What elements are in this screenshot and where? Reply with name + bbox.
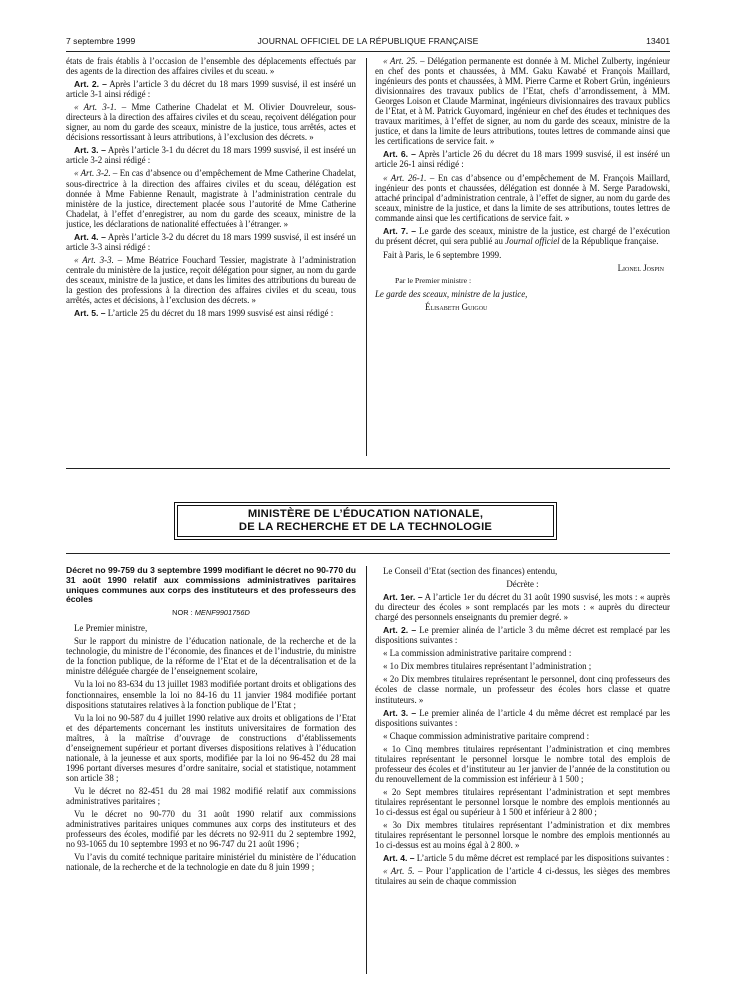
- article-2: Art. 2. – Après l’article 3 du décret du 18 mars 1999 susvisé, il est inséré un article 3-1 ainsi rédigé :: [66, 79, 356, 100]
- signer-minister: Élisabeth Guigou: [425, 302, 488, 313]
- list-line-3: « 2o Dix membres titulaires représentant le personnel, dont cinq professeurs des écoles de classe normale, un professeur des écoles hors classe et quatre instituteurs. »: [375, 674, 670, 705]
- membership-line-4: « 3o Dix membres titulaires représentant l’administration et dix membres titulaires représentant le personnel lorsque le nombre des emplois mentionnés au 1o ci-dessus est au moins égal à 2 800. »: [375, 820, 670, 851]
- lower-right-column: [375, 566, 670, 974]
- ministry-line-1: MINISTÈRE DE L’ÉDUCATION NATIONALE,: [247, 508, 484, 520]
- signature-minister-title: Le garde des sceaux, ministre de la justice,: [375, 288, 528, 299]
- considerant-1: Sur le rapport du ministre de l’éducation nationale, de la recherche et de la technologie, du ministre de l’économie, des finances et de l’industrie, du ministre de la fonction publique, de la réforme de l’Etat et de la décentralisation et de la ministre déléguée chargée de l’enseignement scolaire,: [66, 636, 356, 677]
- article-7: Art. 7. – Le garde des sceaux, ministre de la justice, est chargé de l’exécution du présent décret, qui sera publié au Journal officiel de la République française.: [375, 225, 670, 246]
- quoted-article-3-1: « Art. 3-1. – Mme Catherine Chadelat et M. Olivier Douvreleur, sous-directeurs à la direction des affaires civiles et du sceau, reçoivent délégation pour signer, au nom du garde des sceaux, ministre de la justice, tous arrêtés, actes et décisions ressortissant à leurs attributions, à l’exclusion des décrets. »: [66, 102, 356, 143]
- header-page-number: 13401: [646, 36, 670, 46]
- section-rule-bottom: [66, 553, 670, 554]
- column-separator-upper: [366, 58, 367, 456]
- running-header: [66, 36, 670, 50]
- lower-left-column: [66, 566, 356, 974]
- lower-article-2: Art. 2. – Le premier alinéa de l’article 3 du même décret est remplacé par les dispositions suivantes :: [375, 625, 670, 646]
- considerant-5: Vu le décret no 90-770 du 31 août 1990 relatif aux commissions administratives paritaires uniques communes aux corps des instituteurs et des professeurs des écoles, modifié par les décrets no 92-911 du 2 septembre 1992, no 93-1065 du 10 septembre 1993 et no 96-747 du 21 août 1996 ;: [66, 809, 356, 850]
- article-3: Art. 3. – Après l’article 3-1 du décret du 18 mars 1999 susvisé, il est inséré un article 3-2 ainsi rédigé :: [66, 145, 356, 166]
- decrete-line: Décrète :: [506, 579, 539, 590]
- quoted-article-25: « Art. 25. – Délégation permanente est donnée à M. Michel Zulberty, ingénieur en chef des ponts et chaussées, à MM. Gaku Kawabé et François Maillard, ingénieurs des ponts et chaussées, à MM. Pierre Carme et Robert Grün, ingénieurs divisionnaires des travaux publics de l’Etat, chefs d’arrondissement, à MM. Georges Loison et Claude Marminat, ingénieurs divisionnaires des travaux publics de l’Etat, et à M. Patrick Guyomard, ingénieur en chef des études et techniques des travaux maritimes, à l’effet de signer, au nom du garde des sceaux, ministre de la justice, et dans la limite de leurs attributions, toutes lettres de commande ainsi que les certifications de service fait. »: [375, 56, 670, 147]
- signer-prime-minister: Lionel Jospin: [617, 262, 664, 273]
- article-6: Art. 6. – Après l’article 26 du décret du 18 mars 1999 susvisé, il est inséré un article 26-1 ainsi rédigé :: [375, 149, 670, 170]
- conseil-etat-line: Le Conseil d’Etat (section des finances) entendu,: [383, 566, 558, 576]
- considerant-6: Vu l’avis du comité technique paritaire ministériel du ministère de l’éducation nationale, de la recherche et de la technologie en date du 8 juin 1999 ;: [66, 852, 356, 873]
- signature-par: Par le Premier ministre :: [395, 275, 472, 285]
- considerant-4: Vu le décret no 82-451 du 28 mai 1982 modifié relatif aux commissions administratives paritaires ;: [66, 785, 356, 806]
- lower-article-3: Art. 3. – Le premier alinéa de l’article 4 du même décret est remplacé par les dispositions suivantes :: [375, 707, 670, 728]
- lower-article-1: Art. 1er. – A l’article 1er du décret du 31 août 1990 susvisé, les mots : « auprès du directeur des écoles » sont remplacés par les mots : « auprès du directeur chargé des personnels enseignants du premier degré. »: [375, 592, 670, 623]
- list-line-1: « La commission administrative paritaire comprend :: [383, 648, 572, 659]
- membership-line-2: « 1o Cinq membres titulaires représentant l’administration et cinq membres titulaires représentant le personnel lorsque le nombre total des emplois de professeur des écoles et d’instituteur au 1er janvier de l’année de la constitution ou du renouvellement de la commission est inférieur à 1 500 ;: [375, 743, 670, 784]
- quoted-article-3-2: « Art. 3-2. – En cas d’absence ou d’empêchement de Mme Catherine Chadelat, sous-directrice à la direction des affaires civiles et du sceau, délégation est donnée à Mme Fabienne Renault, magistrate à l’administration centrale du ministère de la justice, directement placée sous l’autorité de Mme Catherine Chadelat, à l’effet d’enregistrer, au nom du garde des sceaux, ministre de la justice, les déclarations de nationalité effectuées à l’étranger. »: [66, 168, 356, 229]
- quoted-article-5: « Art. 5. – Pour l’application de l’article 4 ci-dessus, les sièges des membres titulaires au sein de chaque commission: [375, 866, 670, 887]
- column-separator-lower: [366, 566, 367, 974]
- section-rule-top: [66, 468, 670, 469]
- ministry-line-2: DE LA RECHERCHE ET DE LA TECHNOLOGIE: [238, 521, 493, 533]
- continued-paragraph: états de frais établis à l’occasion de l’ensemble des déplacements effectués par des agents de la direction des affaires civiles et du sceau. »: [66, 56, 356, 77]
- membership-line-1: « Chaque commission administrative paritaire comprend :: [383, 730, 590, 741]
- prime-minister-line: Le Premier ministre,: [74, 623, 148, 634]
- signature-place-date: Fait à Paris, le 6 septembre 1999.: [383, 249, 502, 260]
- article-4: Art. 4. – Après l’article 3-2 du décret du 18 mars 1999 susvisé, il est inséré un article 3-3 ainsi rédigé :: [66, 231, 356, 252]
- considerant-2: Vu la loi no 83-634 du 13 juillet 1983 modifiée portant droits et obligations des fonctionnaires, ensemble la loi no 84-16 du 11 janvier 1984 modifiée portant dispositions statutaires relatives à la fonction publique de l’Etat ;: [66, 679, 356, 710]
- quoted-article-3-3: « Art. 3-3. – Mme Béatrice Fouchard Tessier, magistrate à l’administration centrale du ministère de la justice, reçoit délégation pour signer, au nom du garde des sceaux, ministre de la justice, et dans les limites des attributions du bureau de la gestion des professions à la direction des affaires civiles et du sceau, tous arrêtés, actes et décisions, à l’exclusion des décrets. »: [66, 254, 356, 306]
- upper-left-column: [66, 56, 356, 456]
- quoted-article-26-1: « Art. 26-1. – En cas d’absence ou d’empêchement de M. François Maillard, ingénieur des ponts et chaussées, délégation est donnée à M. Serge Paradowski, attaché principal d’administration centrale, à l’effet de signer, au nom du garde des sceaux, ministre de la justice, et dans la limite de ses attributions, toutes lettres de commande ainsi que les certifications de service fait. »: [375, 172, 670, 223]
- header-rule: [66, 51, 670, 52]
- article-5: Art. 5. – L’article 25 du décret du 18 mars 1999 susvisé est ainsi rédigé :: [74, 308, 334, 319]
- ministry-banner: [174, 502, 557, 540]
- header-date: 7 septembre 1999: [66, 36, 136, 46]
- decree-title: Décret no 99-759 du 3 septembre 1999 modifiant le décret no 90-770 du 31 août 1990 relatif aux commissions administratives paritaires uniques communes aux corps des instituteurs et des professeurs des écoles: [66, 566, 356, 605]
- lower-article-4: Art. 4. – L’article 5 du même décret est remplacé par les dispositions suivantes :: [383, 853, 670, 864]
- considerant-3: Vu la loi no 90-587 du 4 juillet 1990 relative aux droits et obligations de l’Etat et des départements concernant les instituts universitaires de formation des maîtres, à la maîtrise d’ouvrage de constructions d’établissements d’enseignement supérieur et portant diverses dispositions relatives à l’éducation nationale, à la jeunesse et aux sports, modifiée par la loi no 96-452 du 28 mai 1996 portant diverses mesures d’ordre sanitaire, social et statistique, notamment son article 38 ;: [66, 712, 356, 783]
- ministry-banner-inner: [177, 505, 554, 537]
- upper-right-column: [375, 56, 670, 456]
- list-line-2: « 1o Dix membres titulaires représentant l’administration ;: [383, 661, 592, 672]
- header-journal-title: JOURNAL OFFICIEL DE LA RÉPUBLIQUE FRANÇAISE: [257, 36, 479, 46]
- nor-reference: NOR : MENF9901756D: [172, 608, 250, 618]
- membership-line-3: « 2o Sept membres titulaires représentant l’administration et sept membres titulaires représentant le personnel lorsque le nombre des emplois mentionnés au 1o ci-dessus est égal ou supérieur à 1 500 et inférieur à 2 800 ;: [375, 786, 670, 817]
